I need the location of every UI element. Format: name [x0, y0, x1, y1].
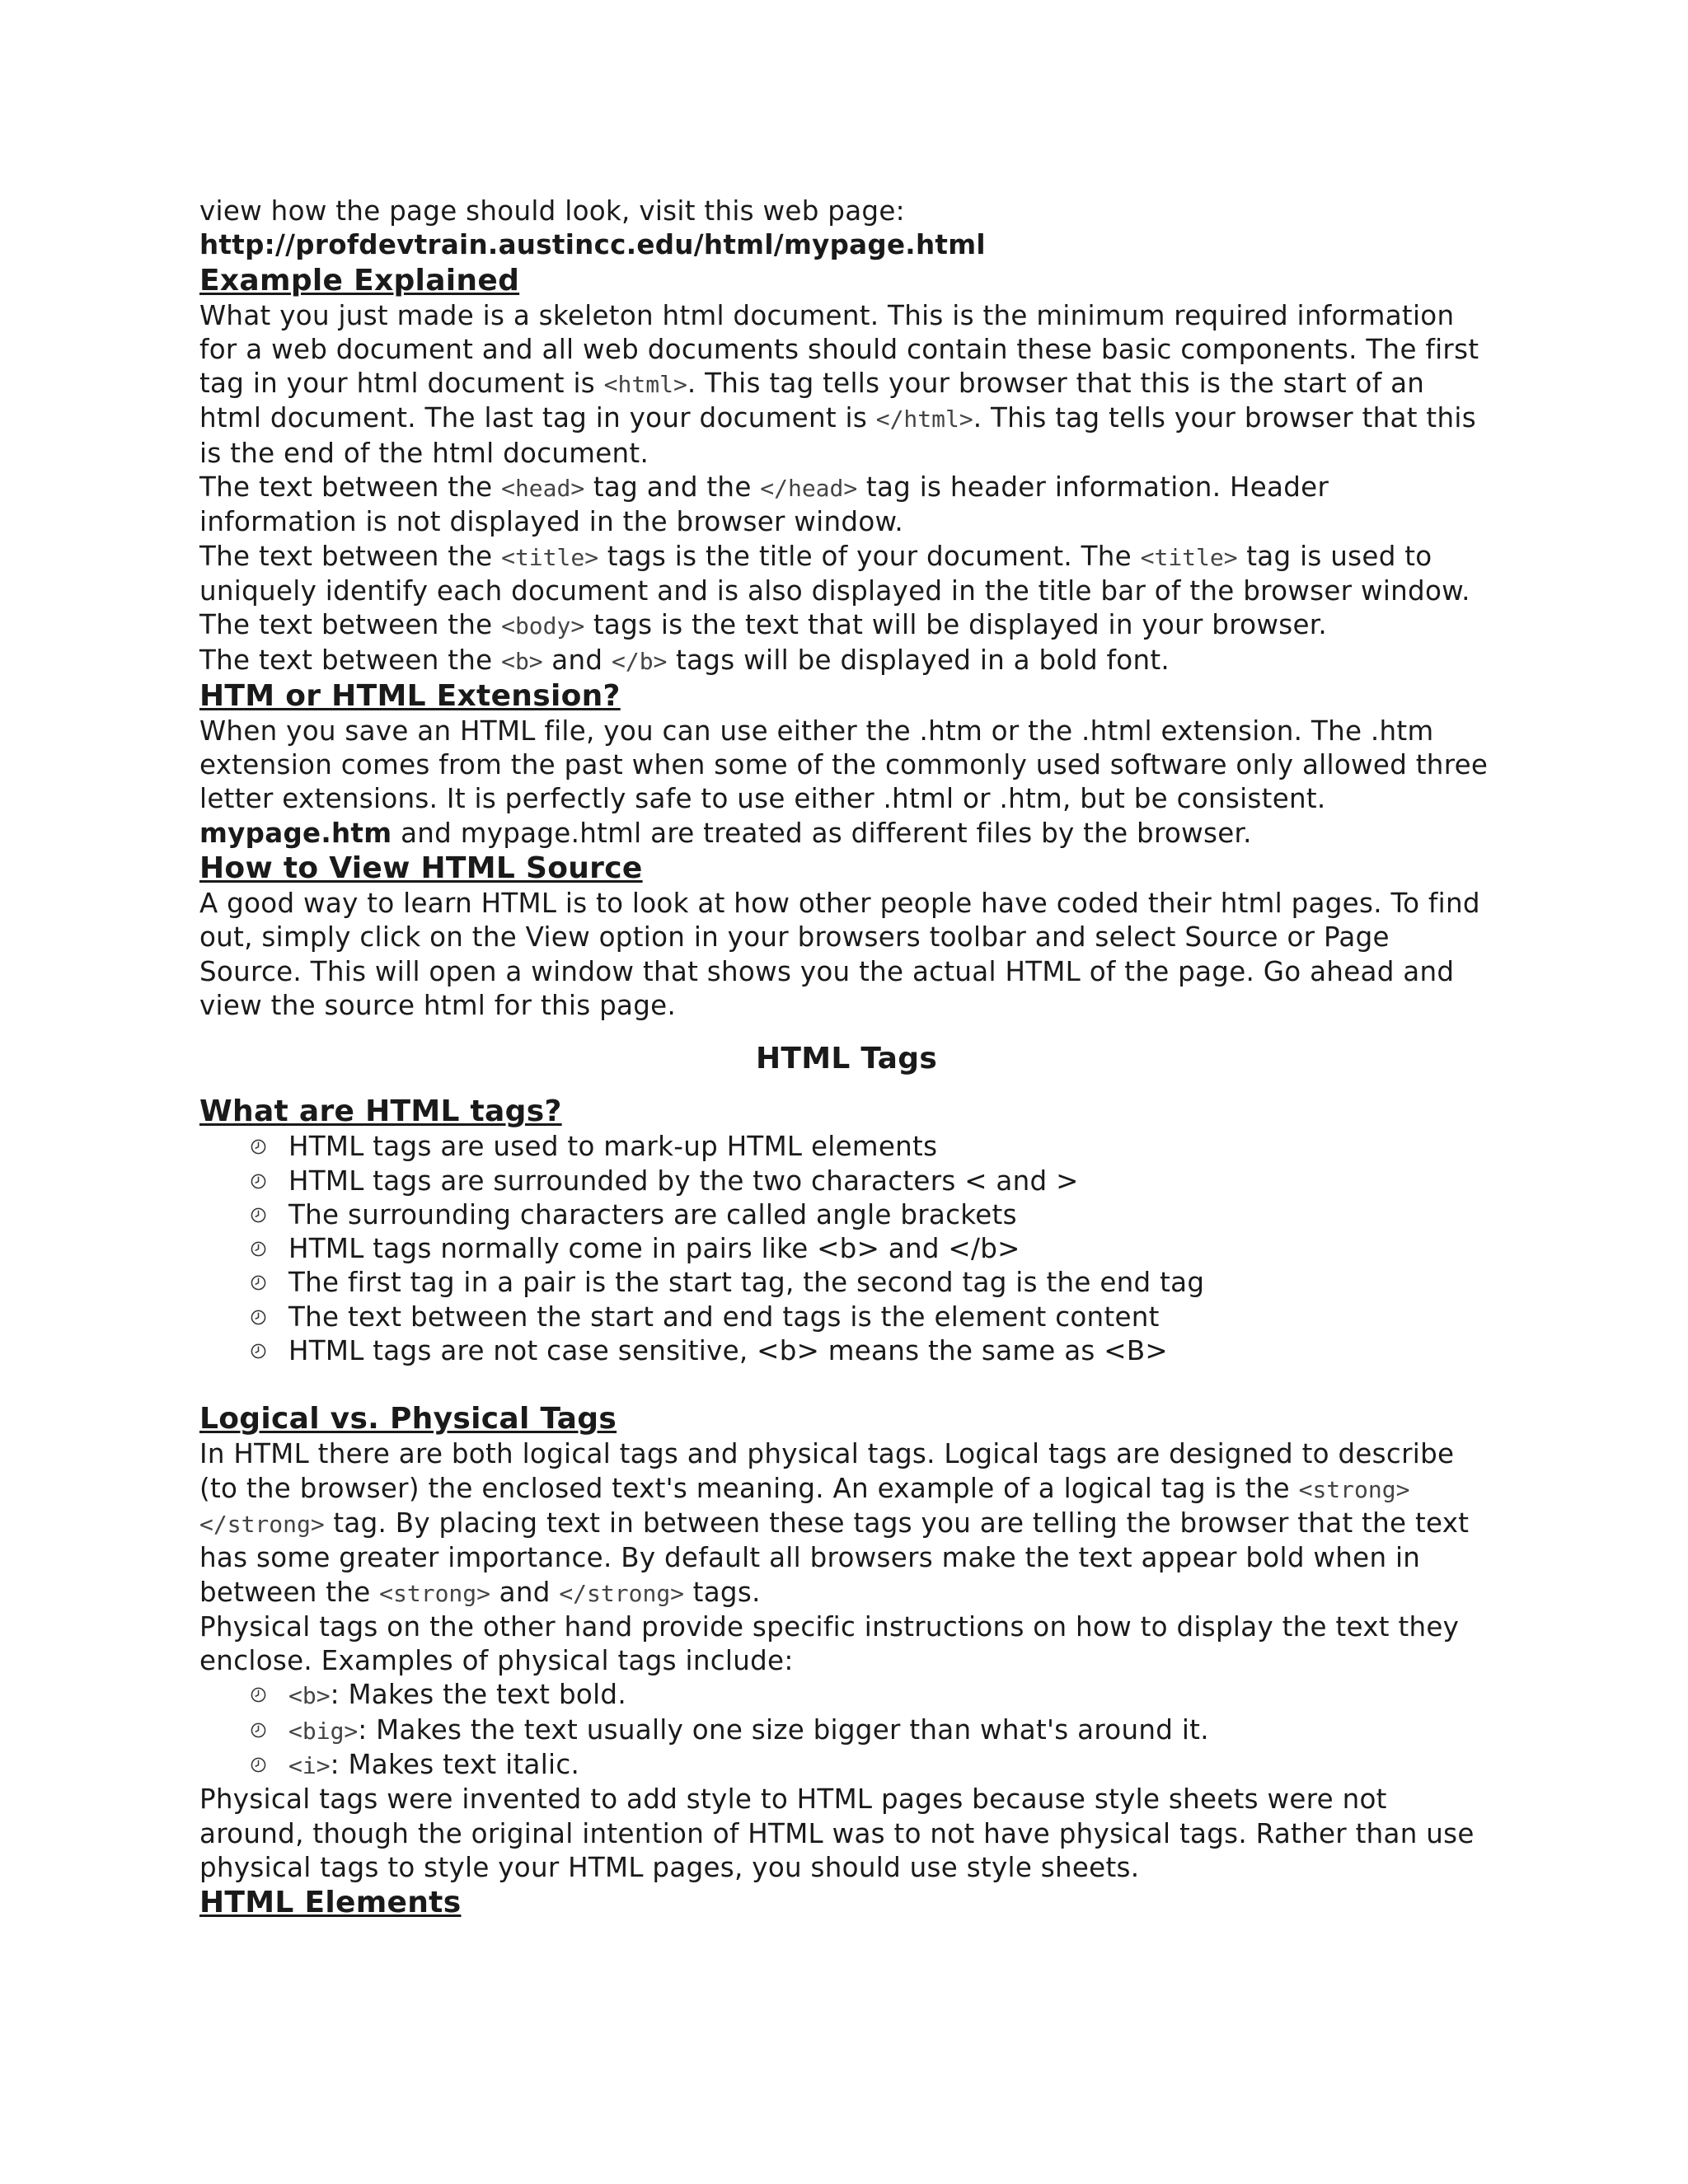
what-are-tags-heading: What are HTML tags?	[199, 1094, 562, 1129]
example-paragraph-5	[199, 644, 1493, 678]
text-span: tags is the text that will be displayed in your browser.	[584, 609, 1328, 641]
logical-paragraph-3: Physical tags were invented to add style to HTML pages because style sheets were not around, though the original intention of HTML was to not have physical tags. Rather than use physical tags to style your HTML pages, you should use style sheets.	[199, 1783, 1475, 1883]
logical-paragraph-1	[199, 1437, 1493, 1610]
code-html-open: <html>	[603, 371, 687, 399]
code-strong-pair: <strong> </strong>	[199, 1475, 1410, 1538]
physical-tags-list	[199, 1678, 1493, 1783]
code-b: <b>	[288, 1682, 331, 1710]
text-span: The text between the	[199, 471, 502, 504]
text-span: What you just made is a skeleton html document. This is the minimum required information for a web document and all web documents should contain these basic components. The first tag in your html document is	[199, 299, 1479, 400]
text-span: In HTML there are both logical tags and physical tags. Logical tags are designed to describe (to the browser) the enclosed text's meaning. An example of a logical tag is the	[199, 1438, 1455, 1504]
list-item-text: HTML tags are used to mark-up HTML elements	[288, 1131, 938, 1163]
text-span: tag and the	[584, 471, 761, 504]
text-span: tag is header information. Header information is not displayed in the browser window.	[199, 471, 1329, 538]
list-item-text: The first tag in a pair is the start tag, the second tag is the end tag	[288, 1267, 1205, 1299]
code-b-open: <b>	[501, 647, 543, 675]
code-strong-close: </strong>	[559, 1579, 685, 1607]
text-span: tags.	[684, 1576, 761, 1608]
clock-icon	[251, 1275, 266, 1291]
list-item-text: The text between the start and end tags is the element content	[288, 1301, 1160, 1333]
clock-icon	[251, 1722, 266, 1738]
tags-list	[199, 1130, 1493, 1368]
intro-text: view how the page should look, visit this web page:	[199, 195, 905, 227]
list-item	[251, 1334, 1493, 1368]
text-span: tags will be displayed in a bold font.	[667, 644, 1170, 676]
list-item	[251, 1266, 1493, 1300]
example-paragraph-1	[199, 299, 1493, 471]
document-page	[199, 194, 1493, 1921]
code-b-close: </b>	[611, 647, 668, 675]
html-tags-title: HTML Tags	[755, 1042, 938, 1076]
example-url: http://profdevtrain.austincc.edu/html/mypage.html	[199, 229, 986, 261]
logical-paragraph-2: Physical tags on the other hand provide specific instructions on how to display the text they enclose. Examples of physical tags include:	[199, 1610, 1460, 1677]
list-item-text: : Makes the text bold.	[330, 1679, 626, 1711]
clock-icon	[251, 1343, 266, 1359]
clock-icon	[251, 1757, 266, 1773]
text-span: When you save an HTML file, you can use either the .htm or the .html extension. The .htm extension comes from the past when some of the commonly used software only allowed three letter extensions. It is perfectly safe to use either .html or .htm, but be consistent.	[199, 715, 1489, 815]
clock-icon	[251, 1139, 266, 1155]
text-span: and	[542, 644, 612, 676]
text-span: tag. By placing text in between these tags you are telling the browser that the text has some greater importance. By default all browsers make the text appear bold when in between the	[199, 1507, 1470, 1608]
list-item	[251, 1165, 1493, 1198]
text-span: The text between the	[199, 540, 502, 572]
list-item-text: : Makes text italic.	[330, 1748, 580, 1780]
list-item	[251, 1678, 1493, 1713]
text-span: and mypage.html are treated as different files by the browser.	[392, 817, 1252, 849]
text-span: tags is the title of your document. The	[598, 540, 1141, 572]
code-html-close: </html>	[875, 405, 973, 434]
list-item-text: The surrounding characters are called angle brackets	[288, 1198, 1017, 1230]
section-spacer	[199, 1368, 1493, 1401]
extension-paragraph	[199, 715, 1493, 851]
list-item	[251, 1748, 1493, 1783]
code-head-close: </head>	[760, 475, 858, 503]
logical-physical-heading: Logical vs. Physical Tags	[199, 1402, 617, 1436]
list-item	[251, 1232, 1493, 1266]
code-big: <big>	[288, 1717, 359, 1745]
extension-heading: HTM or HTML Extension?	[199, 678, 621, 713]
example-paragraph-4	[199, 608, 1493, 643]
bold-filename: mypage.htm	[199, 817, 392, 849]
code-title-1: <title>	[501, 543, 599, 571]
clock-icon	[251, 1310, 266, 1325]
code-i: <i>	[288, 1751, 331, 1779]
text-span: and	[490, 1576, 560, 1608]
clock-icon	[251, 1687, 266, 1703]
list-item-text: HTML tags normally come in pairs like <b> and </b>	[288, 1233, 1020, 1265]
view-source-heading: How to View HTML Source	[199, 851, 643, 886]
text-span: tag is used to uniquely identify each document and is also displayed in the title bar of the browser window.	[199, 540, 1470, 607]
clock-icon	[251, 1207, 266, 1223]
example-paragraph-3	[199, 540, 1493, 609]
clock-icon	[251, 1241, 266, 1257]
code-strong-open: <strong>	[379, 1579, 490, 1607]
code-body: <body>	[501, 612, 585, 640]
text-span: . This tag tells your browser that this is the start of an html document. The last tag in your document is	[199, 368, 1425, 434]
list-item-text: HTML tags are surrounded by the two characters < and >	[288, 1165, 1079, 1197]
clock-icon	[251, 1174, 266, 1189]
list-item-text: HTML tags are not case sensitive, <b> means the same as <B>	[288, 1335, 1168, 1367]
text-span: . This tag tells your browser that this is the end of the html document.	[199, 402, 1476, 469]
list-item	[251, 1301, 1493, 1334]
text-span: The text between the	[199, 644, 502, 676]
list-item	[251, 1198, 1493, 1232]
list-item	[251, 1130, 1493, 1164]
view-source-paragraph: A good way to learn HTML is to look at how other people have coded their html pages. To find out, simply click on the View option in your browsers toolbar and select Source or Page Source. This will open a window that shows you the actual HTML of the page. Go ahead and view the source html for this page.	[199, 888, 1480, 1021]
code-title-2: <title>	[1140, 543, 1238, 571]
code-head-open: <head>	[501, 475, 585, 503]
example-explained-heading: Example Explained	[199, 263, 520, 298]
example-paragraph-2	[199, 471, 1493, 540]
list-item-text: : Makes the text usually one size bigger than what's around it.	[358, 1713, 1209, 1746]
list-item	[251, 1713, 1493, 1748]
html-elements-heading: HTML Elements	[199, 1886, 462, 1920]
text-span: The text between the	[199, 609, 502, 641]
